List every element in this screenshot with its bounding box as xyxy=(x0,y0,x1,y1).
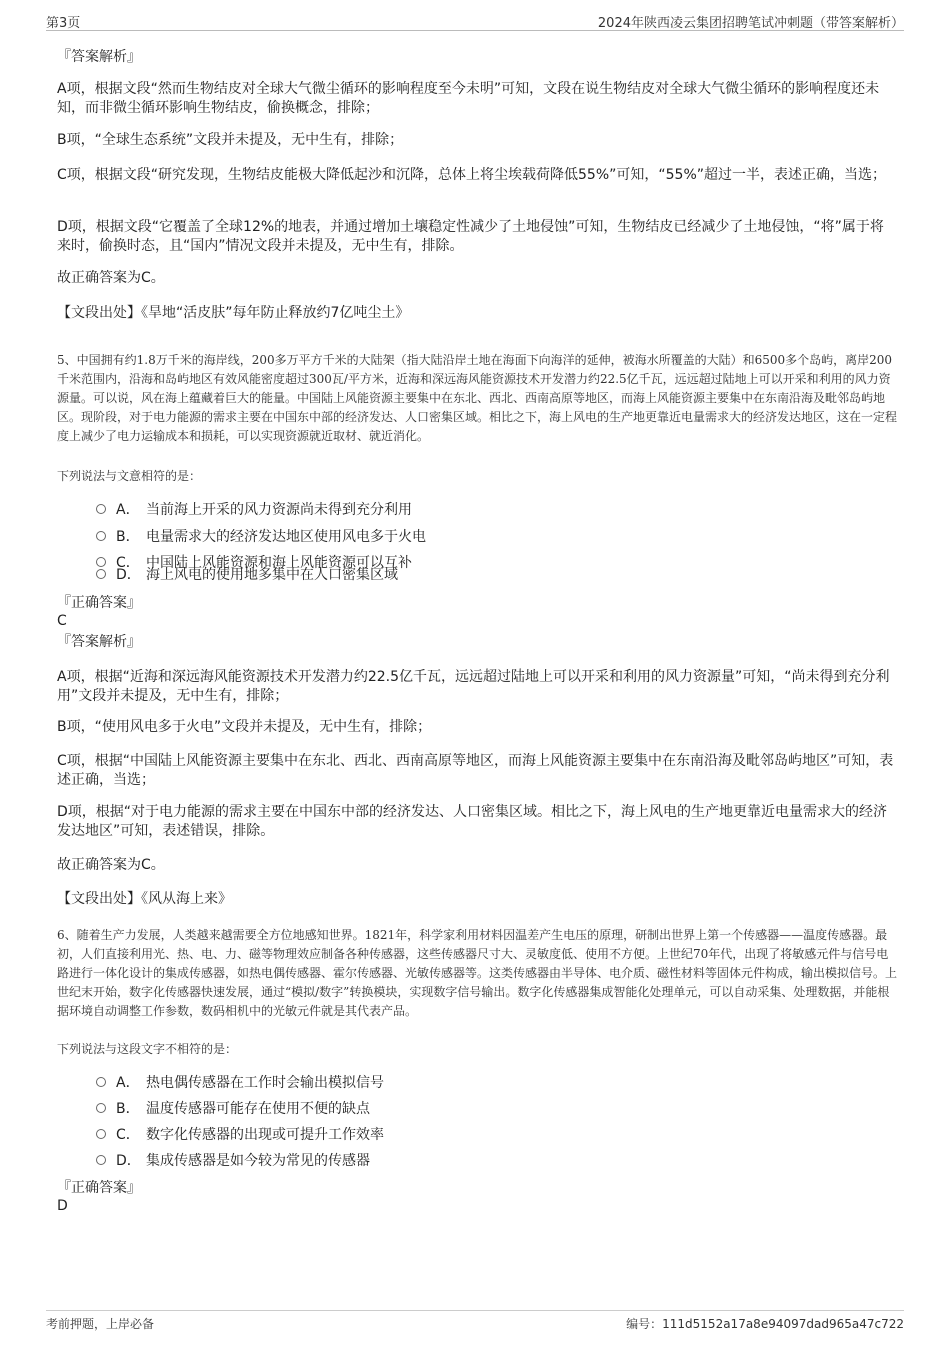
analysis-label: 『答案解析』 xyxy=(57,49,141,65)
correct-answer-label: 『正确答案』 xyxy=(57,1180,141,1196)
analysis-c: C项，根据“中国陆上风能资源主要集中在东北、西北、西南高原等地区，而海上风能资源主要集中在东南沿海及毗邻岛屿地区”可知，表述正确，当选； xyxy=(57,753,894,788)
page-footer xyxy=(46,1310,904,1339)
document-title: 2024年陕西凌云集团招聘笔试冲刺题（带答案解析） xyxy=(597,16,904,31)
analysis-c: C项，根据文段“研究发现，生物结皮能极大降低起沙和沉降，总体上将尘埃载荷降低55%”可知，“55%”超过一半，表述正确，当选； xyxy=(57,167,887,183)
analysis-d: D项，根据“对于电力能源的需求主要在中国东中部的经济发达、人口密集区域。相比之下，海上风电的生产地更靠近电量需求大的经济发达地区”可知，表述错误，排除。 xyxy=(57,804,888,839)
analysis-a: A项，根据文段“然而生物结皮对全球大气微尘循环的影响程度至今未明”可知，文段在说生物结皮对全球大气微尘循环的影响程度还未知，而非微尘循环影响生物结皮，偷换概念，排除； xyxy=(57,81,880,116)
correct-answer: C xyxy=(57,613,67,629)
footer-slogan: 考前押题，上岸必备 xyxy=(46,1317,155,1331)
question-6-passage: 6、随着生产力发展，人类越来越需要全方位地感知世界。1821年，科学家利用材料因温差产生电压的原理，研制出世界上第一个传感器——温度传感器。最初，人们直接利用光、热、电、力、磁等物理效应制备各种传感器，这些传感器尺寸大、灵敏度低、使用不方便。上世纪70年代，出现了将敏感元件与信号电路进行一体化设计的集成传感器，如热电偶传感器、霍尔传感器、光敏传感器等。这类传感器由半导体、电介质、磁性材料等固体元件构成，输出模拟信号。上世纪末开始，数字化传感器快速发展，通过“模拟/数字”转换模块，实现数字信号输出。数字化传感器集成智能化处理单元，可以自动采集、处理数据，并能根据环境自动调整工作参数，数码相机中的光敏元件就是其代表产品。 xyxy=(57,928,898,1018)
question-6-option-a[interactable]: A． 热电偶传感器在工作时会输出模拟信号 xyxy=(96,1073,384,1093)
analysis-label: 『答案解析』 xyxy=(57,634,141,650)
question-6-option-c[interactable]: C． 数字化传感器的出现或可提升工作效率 xyxy=(96,1125,384,1145)
conclusion: 故正确答案为C。 xyxy=(57,857,165,873)
question-6-option-b[interactable]: B． 温度传感器可能存在使用不便的缺点 xyxy=(96,1099,370,1119)
conclusion: 故正确答案为C。 xyxy=(57,270,165,286)
question-5-passage: 5、中国拥有约1.8万千米的海岸线，200多万平方千米的大陆架（指大陆沿岸土地在海面下向海洋的延伸，被海水所覆盖的大陆）和6500多个岛屿，离岸200千米范围内，沿海和岛屿地区有效风能密度超过300瓦/平方米，近海和深远海风能资源技术开发潜力约22.5亿千瓦，远远超过陆地上可以开采和利用的风力资源量。可以说，风在海上蕴藏着巨大的能量。中国陆上风能资源主要集中在东北、西北、西南高原等地区，而海上风能资源主要集中在东南沿海及毗邻岛屿地区。现阶段，对于电力能源的需求主要在中国东中部的经济发达、人口密集区域。相比之下，海上风电的生产地更靠近电量需求大的经济发达地区，这在一定程度上减少了电力运输成本和损耗，可以实现资源就近取材、就近消化。 xyxy=(57,353,898,443)
correct-answer-label: 『正确答案』 xyxy=(57,595,141,611)
question-5-option-d[interactable]: D． 海上风电的使用地多集中在人口密集区域 xyxy=(96,565,398,585)
radio-icon[interactable] xyxy=(96,531,106,541)
analysis-d: D项，根据文段“它覆盖了全球12%的地表，并通过增加土壤稳定性减少了土地侵蚀”可知，生物结皮已经减少了土地侵蚀，“将”属于将来时，偷换时态，且“国内”情况文段并未提及，无中生有，排除。 xyxy=(57,219,884,254)
question-6-stem: 下列说法与这段文字不相符的是： xyxy=(57,1042,238,1056)
radio-icon[interactable] xyxy=(96,1103,106,1113)
source: 【文段出处】《风从海上来》 xyxy=(57,891,232,907)
question-5-stem: 下列说法与文意相符的是： xyxy=(57,469,202,483)
source: 【文段出处】《旱地“活皮肤”每年防止释放约7亿吨尘土》 xyxy=(57,305,410,321)
radio-icon[interactable] xyxy=(96,1155,106,1165)
question-5-option-c[interactable]: C． 中国陆上风能资源和海上风能资源可以互补 xyxy=(96,553,412,573)
radio-icon[interactable] xyxy=(96,1129,106,1139)
page-number: 第3页 xyxy=(46,16,81,31)
correct-answer: D xyxy=(57,1198,68,1214)
analysis-a: A项，根据“近海和深远海风能资源技术开发潜力约22.5亿千瓦，远远超过陆地上可以开采和利用的风力资源量”可知，“尚未得到充分利用”文段并未提及，无中生有，排除； xyxy=(57,669,890,704)
analysis-b: B项，“全球生态系统”文段并未提及，无中生有，排除； xyxy=(57,132,404,148)
radio-icon[interactable] xyxy=(96,504,106,514)
page-header xyxy=(46,10,904,31)
analysis-b: B项，“使用风电多于火电”文段并未提及，无中生有，排除； xyxy=(57,719,432,735)
radio-icon[interactable] xyxy=(96,1077,106,1087)
radio-icon[interactable] xyxy=(96,569,106,579)
question-5-option-b[interactable]: B． 电量需求大的经济发达地区使用风电多于火电 xyxy=(96,527,426,547)
question-6-option-d[interactable]: D． 集成传感器是如今较为常见的传感器 xyxy=(96,1151,370,1171)
question-5-option-a[interactable]: A． 当前海上开采的风力资源尚未得到充分利用 xyxy=(96,500,412,520)
document-code: 编号：111d5152a17a8e94097dad965a47c722 xyxy=(626,1317,904,1331)
